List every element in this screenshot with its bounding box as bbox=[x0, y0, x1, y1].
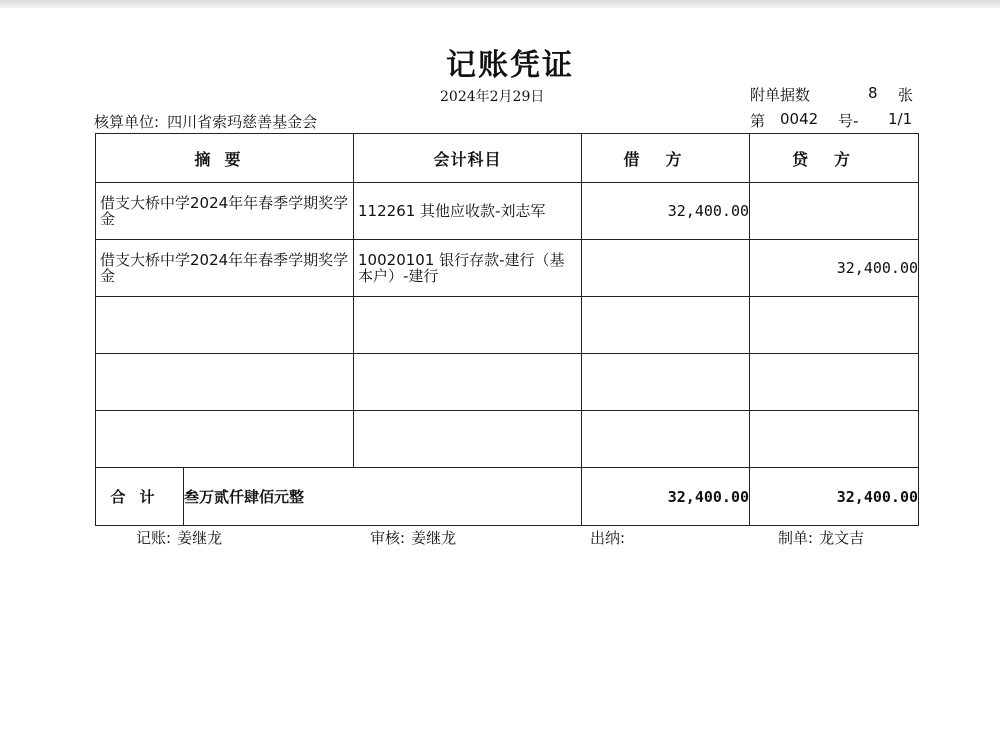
total-credit: 32,400.00 bbox=[750, 468, 919, 526]
row-summary-text: 借支大桥中学2024年年春季学期奖学金 bbox=[100, 251, 349, 285]
cashier-label: 出纳: bbox=[590, 529, 626, 547]
voucher-table bbox=[95, 133, 919, 526]
preparer-name: 龙文吉 bbox=[819, 529, 865, 547]
empty-cell bbox=[750, 411, 919, 468]
empty-cell bbox=[582, 354, 750, 411]
unit-name: 四川省索玛慈善基金会 bbox=[167, 113, 318, 131]
row-summary-text: 借支大桥中学2024年年春季学期奖学金 bbox=[100, 194, 349, 228]
page-indicator: 1/1 bbox=[888, 110, 913, 128]
table-header-row bbox=[96, 134, 919, 183]
row-account-text: 10020101 银行存款-建行（基本户）-建行 bbox=[358, 251, 565, 285]
empty-cell bbox=[750, 354, 919, 411]
number-value: 0042 bbox=[780, 110, 819, 128]
cashier-signature bbox=[590, 527, 631, 548]
row-credit: 32,400.00 bbox=[750, 240, 919, 297]
header-summary: 摘要 bbox=[96, 134, 354, 183]
total-row bbox=[96, 468, 919, 526]
row-summary bbox=[96, 240, 354, 297]
table-row-empty bbox=[96, 411, 919, 468]
empty-cell bbox=[354, 354, 582, 411]
empty-cell bbox=[582, 297, 750, 354]
row-account bbox=[354, 240, 582, 297]
accounting-unit bbox=[94, 111, 325, 132]
header-debit: 借方 bbox=[582, 134, 750, 183]
table-row bbox=[96, 183, 919, 240]
reviewer-signature bbox=[370, 527, 456, 548]
total-amount-in-words: 叁万贰仟肆佰元整 bbox=[184, 468, 582, 526]
table-row bbox=[96, 240, 919, 297]
number-suffix: 号- bbox=[838, 112, 859, 130]
scan-top-edge bbox=[0, 0, 1000, 8]
bookkeeper-name: 姜继龙 bbox=[177, 529, 223, 547]
header-account: 会计科目 bbox=[354, 134, 582, 183]
empty-cell bbox=[96, 354, 354, 411]
attachment-unit: 张 bbox=[898, 86, 914, 104]
preparer-signature bbox=[778, 527, 864, 548]
total-debit: 32,400.00 bbox=[582, 468, 750, 526]
row-debit bbox=[582, 240, 750, 297]
row-account-text: 112261 其他应收款-刘志军 bbox=[358, 202, 546, 220]
header-credit: 贷方 bbox=[750, 134, 919, 183]
bookkeeper-label: 记账: bbox=[136, 529, 172, 547]
empty-cell bbox=[354, 297, 582, 354]
empty-cell bbox=[582, 411, 750, 468]
row-summary bbox=[96, 183, 354, 240]
voucher-title: 记账凭证 bbox=[446, 48, 574, 83]
preparer-label: 制单: bbox=[778, 529, 814, 547]
reviewer-name: 姜继龙 bbox=[411, 529, 457, 547]
attachment-label: 附单据数 bbox=[750, 86, 811, 104]
empty-cell bbox=[96, 411, 354, 468]
row-debit: 32,400.00 bbox=[582, 183, 750, 240]
number-prefix: 第 bbox=[750, 112, 766, 130]
voucher-date: 2024年2月29日 bbox=[440, 89, 545, 105]
bookkeeper-signature bbox=[136, 527, 222, 548]
unit-label: 核算单位: bbox=[94, 113, 160, 131]
table-row-empty bbox=[96, 354, 919, 411]
empty-cell bbox=[96, 297, 354, 354]
table-row-empty bbox=[96, 297, 919, 354]
empty-cell bbox=[354, 411, 582, 468]
row-account bbox=[354, 183, 582, 240]
row-credit bbox=[750, 183, 919, 240]
reviewer-label: 审核: bbox=[370, 529, 406, 547]
attachment-count: 8 bbox=[868, 84, 878, 102]
empty-cell bbox=[750, 297, 919, 354]
total-label: 合计 bbox=[96, 468, 184, 526]
